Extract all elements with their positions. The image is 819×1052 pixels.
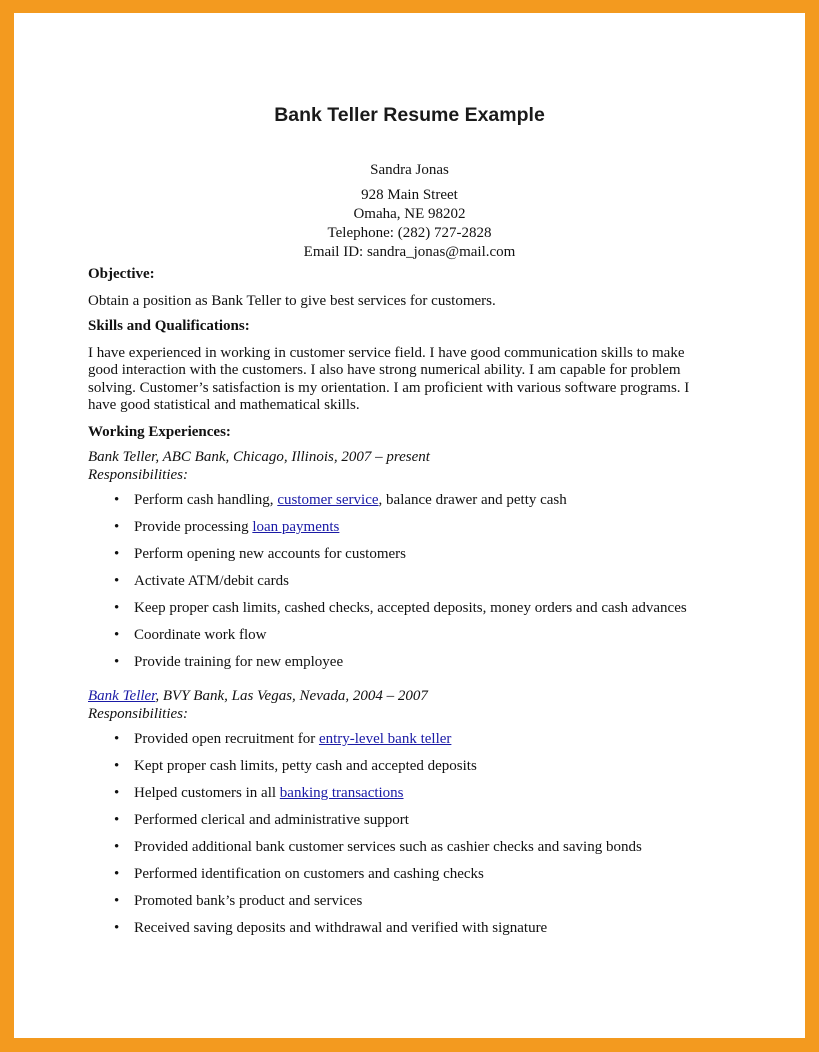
- responsibility-text: Promoted bank’s product and services: [134, 893, 363, 909]
- contact-name: Sandra Jonas: [370, 162, 449, 178]
- bullet-icon: •: [114, 654, 120, 670]
- responsibilities-list: [88, 492, 720, 681]
- responsibility-item: [88, 920, 720, 947]
- responsibility-text: Provided additional bank customer services such as cashier checks and saving bonds: [134, 839, 642, 855]
- job-title-line: [88, 688, 720, 706]
- responsibility-text: Provide training for new employee: [134, 654, 344, 670]
- responsibilities-label: Responsibilities:: [88, 466, 188, 483]
- responsibility-text: Activate ATM/debit cards: [134, 573, 289, 589]
- responsibility-item: [88, 731, 720, 758]
- responsibility-link[interactable]: banking transactions: [279, 785, 404, 801]
- bullet-icon: •: [114, 573, 120, 589]
- bullet-icon: •: [114, 758, 120, 774]
- contact-street: 928 Main Street: [361, 187, 458, 203]
- responsibility-item: [88, 600, 720, 627]
- job-title-line: Bank Teller, ABC Bank, Chicago, Illinois, 2007 – present: [88, 449, 430, 465]
- objective-text: Obtain a position as Bank Teller to give best services for customers.: [88, 292, 496, 309]
- responsibility-text: Keep proper cash limits, cashed checks, accepted deposits, money orders and cash advances: [134, 600, 687, 616]
- resume-page: [14, 13, 805, 1038]
- bullet-icon: •: [114, 600, 120, 616]
- page-title: Bank Teller Resume Example: [274, 104, 545, 126]
- skills-line: have good statistical and mathematical skills.: [88, 397, 360, 413]
- job-entry: [88, 688, 720, 947]
- bullet-icon: •: [114, 519, 120, 535]
- bullet-icon: •: [114, 492, 120, 508]
- bullet-icon: •: [114, 546, 120, 562]
- responsibility-item: [88, 627, 720, 654]
- job-title-rest: , BVY Bank, Las Vegas, Nevada, 2004 – 2007: [155, 688, 428, 704]
- responsibility-text: Kept proper cash limits, petty cash and accepted deposits: [134, 758, 477, 774]
- bullet-icon: •: [114, 839, 120, 855]
- responsibility-text: Perform opening new accounts for customers: [134, 546, 407, 562]
- bullet-icon: •: [114, 812, 120, 828]
- responsibility-item: [88, 812, 720, 839]
- bullet-icon: •: [114, 731, 120, 747]
- responsibility-item: [88, 785, 720, 812]
- responsibility-text: Coordinate work flow: [134, 627, 267, 643]
- contact-telephone: Telephone: (282) 727-2828: [327, 225, 492, 241]
- contact-block: [14, 161, 805, 262]
- skills-heading: Skills and Qualifications:: [88, 318, 250, 334]
- bullet-icon: •: [114, 785, 120, 801]
- responsibility-text: Performed clerical and administrative support: [134, 812, 409, 828]
- responsibility-text: , balance drawer and petty cash: [378, 492, 567, 508]
- responsibility-link[interactable]: entry-level bank teller: [318, 731, 452, 747]
- skills-text: [88, 345, 720, 415]
- bullet-icon: •: [114, 627, 120, 643]
- skills-line: good interaction with the customers. I also have strong numerical ability. I am capable for problem: [88, 362, 681, 378]
- job-entry: [88, 449, 720, 681]
- responsibility-item: [88, 654, 720, 681]
- contact-city: Omaha, NE 98202: [353, 206, 466, 222]
- responsibility-text: Helped customers in all: [134, 785, 280, 801]
- responsibility-text: Provide processing: [134, 519, 253, 535]
- responsibility-link[interactable]: loan payments: [252, 519, 340, 535]
- responsibility-item: [88, 492, 720, 519]
- responsibility-text: Received saving deposits and withdrawal and verified with signature: [134, 920, 548, 936]
- responsibility-item: [88, 573, 720, 600]
- bullet-icon: •: [114, 893, 120, 909]
- skills-line: I have experienced in working in customer service field. I have good communication skills to make: [88, 344, 685, 361]
- responsibility-item: [88, 758, 720, 785]
- bullet-icon: •: [114, 866, 120, 882]
- responsibility-item: [88, 546, 720, 573]
- responsibility-link[interactable]: customer service: [277, 492, 379, 508]
- responsibility-text: Perform cash handling,: [134, 492, 278, 508]
- job-title-link[interactable]: Bank Teller: [88, 688, 156, 704]
- objective-heading: Objective:: [88, 266, 155, 282]
- responsibility-item: [88, 866, 720, 893]
- work-heading: Working Experiences:: [88, 423, 231, 440]
- responsibility-item: [88, 893, 720, 920]
- resume-body: [88, 266, 720, 954]
- responsibility-text: Performed identification on customers and cashing checks: [134, 866, 484, 882]
- responsibilities-list: [88, 731, 720, 947]
- responsibility-text: Provided open recruitment for: [134, 731, 319, 747]
- responsibility-item: [88, 519, 720, 546]
- responsibility-item: [88, 839, 720, 866]
- bullet-icon: •: [114, 920, 120, 936]
- responsibilities-label: Responsibilities:: [88, 705, 188, 722]
- contact-email: Email ID: sandra_jonas@mail.com: [303, 244, 516, 260]
- skills-line: solving. Customer’s satisfaction is my orientation. I am proficient with various software programs. I: [88, 379, 690, 396]
